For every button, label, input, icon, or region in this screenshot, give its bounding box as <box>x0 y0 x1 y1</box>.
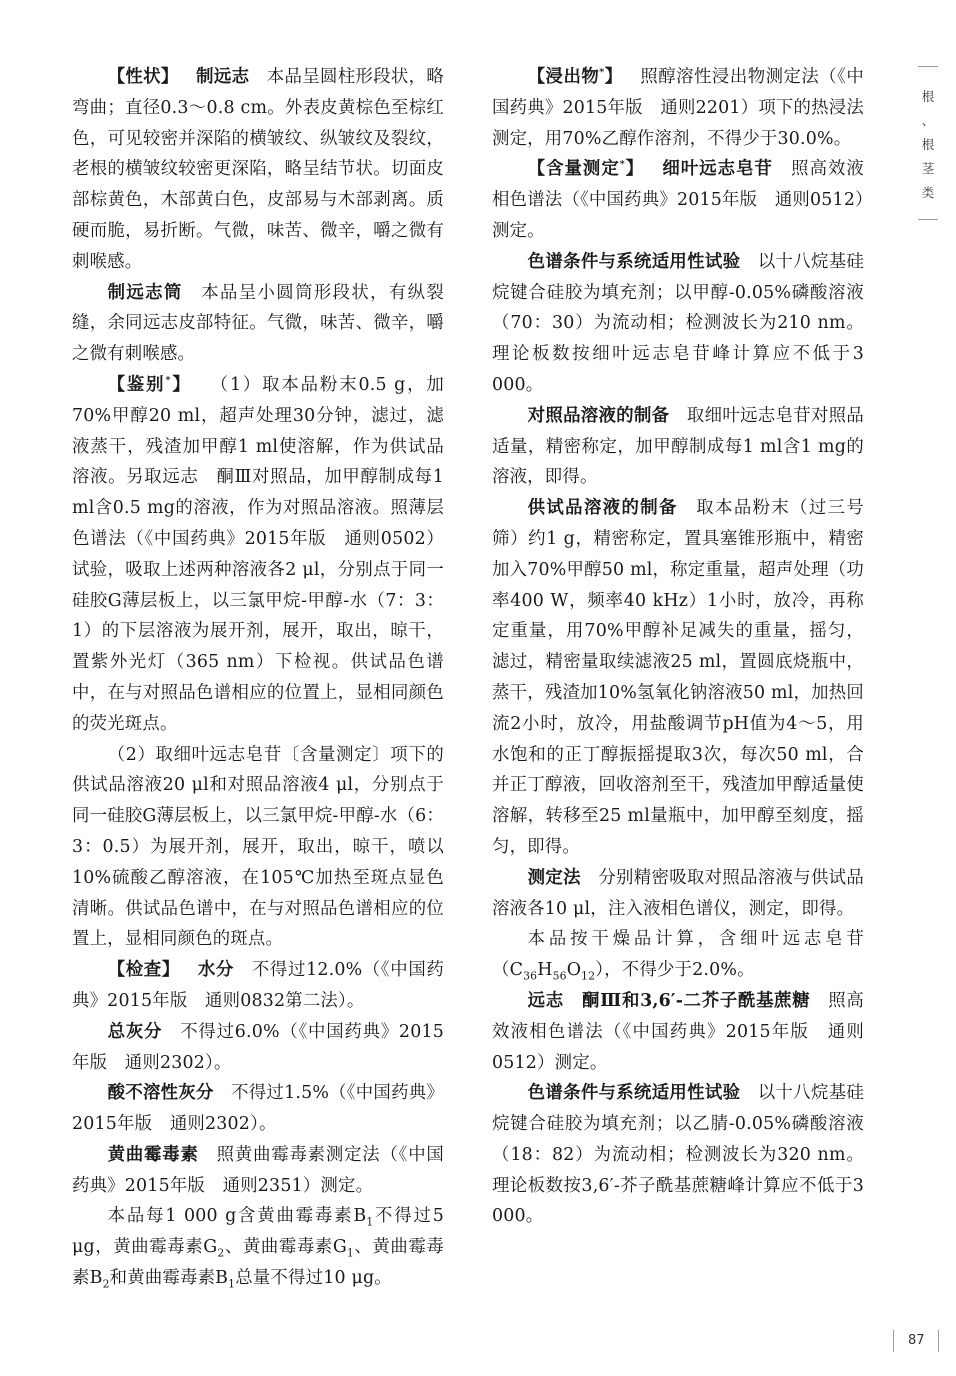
side-tab-char: 、 <box>921 113 935 128</box>
subheading-gongshipin: 供试品溶液的制备 <box>527 498 678 519</box>
subheading-sepu: 色谱条件与系统适用性试验 <box>527 251 741 272</box>
side-tab-char: 茎 <box>921 161 935 176</box>
body-text: （2）取细叶远志皂苷〔含量测定〕项下的供试品溶液20 μl和对照品溶液4 μl，分别点于同一硅胶G薄层板上，以三氯甲烷-甲醇-水（6：3：0.5）为展开剂，展开，取出，晾干，喷以10%硫酸乙醇溶液，在105℃加热至斑点显色清晰。供试品色谱中，在与对照品色谱相应的位置上，显相同颜色的斑点。 <box>72 744 444 950</box>
side-tab-char: 根 <box>921 137 935 152</box>
subheading-huangqumei: 黄曲霉毒素 <box>107 1144 199 1165</box>
paragraph-jinchuwu <box>492 62 864 154</box>
subheading-yuanzhi-tong: 远志 酮Ⅲ和3,6′-二芥子酰基蔗糖 <box>527 990 811 1011</box>
chapter-side-tab <box>918 66 938 220</box>
section-heading-jiancha: 【检查】 <box>107 960 180 981</box>
body-text: 以十八烷基硅烷键合硅胶为填充剂；以乙腈-0.05%磷酸溶液（18：82）为流动相；检测波长为320 nm。理论板数按3,6′-芥子酰基蔗糖峰计算应不低于3 000。 <box>492 1083 865 1227</box>
body-text: 不得过12.0%（《中国药典》2015年版 通则0832第二法）。 <box>72 960 444 1011</box>
footer-divider <box>938 1330 939 1352</box>
body-text: 照醇溶性浸出物测定法（《中国药典》2015年版 通则2201）项下的热浸法测定，用70%乙醇作溶剂，不得少于30.0%。 <box>492 67 864 149</box>
paragraph-duizhaopin <box>492 401 864 493</box>
paragraph-jianbie-1 <box>72 370 444 740</box>
body-text: 不得过1.5%（《中国药典》2015年版 通则2302）。 <box>72 1083 444 1135</box>
body-text: 照黄曲霉毒素测定法（《中国药典》2015年版 通则2351）测定。 <box>72 1144 444 1196</box>
section-heading-xingzhuang: 【性状】 <box>107 67 179 87</box>
body-text: 不得过6.0%（《中国药典》2015年版 通则2302）。 <box>72 1021 444 1073</box>
body-text: 取本品粉末（过三号筛）约1 g，精密称定，置具塞锥形瓶中，精密加入70%甲醇50 ml，称定重量，超声处理（功率400 W，频率40 kHz）1小时，放冷，再称定重量，用70%甲醇补足减失的重量，摇匀，滤过，精密量取续滤液25 ml，置圆底烧瓶中，蒸干，残渣加10%氢氧化钠溶液50 ml，加热回流2小时，放冷，用盐酸调节pH值为4～5，用水饱和的正丁醇振摇提取3次，每次50 ml，合并正丁醇液，回收溶剂至干，残渣加甲醇适量使溶解，转移至25 ml量瓶中，加甲醇至刻度，摇匀，即得。 <box>492 498 864 857</box>
paragraph-jiancha-shuifen <box>72 955 444 1017</box>
side-tab-char: 根 <box>921 89 935 104</box>
subheading-zonghuifen: 总灰分 <box>107 1021 163 1042</box>
paragraph-jianbie-2 <box>72 740 444 956</box>
subheading-shuifen: 水分 <box>197 960 234 981</box>
paragraph-huangqumei <box>72 1140 444 1202</box>
footer-divider <box>893 1330 894 1352</box>
subheading-cedingfa: 测定法 <box>527 867 581 888</box>
paragraph-zhiyuanzhitong <box>72 278 444 370</box>
body-text: 取细叶远志皂苷对照品适量，精密称定，加甲醇制成每1 ml含1 mg的溶液，即得。 <box>492 405 864 488</box>
paragraph-sepu-1 <box>492 247 864 401</box>
paragraph-cedingfa <box>492 863 864 925</box>
section-heading-jinchuwu: 【浸出物*】 <box>527 67 623 87</box>
body-text: 分别精密吸取对照品溶液与供试品溶液各10 μl，注入液相色谱仪，测定，即得。 <box>492 867 864 919</box>
subheading-zhiyuanzhitong: 制远志筒 <box>107 282 183 303</box>
paragraph-xingzhuang <box>72 62 444 278</box>
section-heading-hanliang: 【含量测定*】 <box>527 159 645 180</box>
section-heading-jianbie: 【鉴别*】 <box>107 374 192 395</box>
body-text: 本品呈小圆筒形段状，有纵裂缝，余同远志皮部特征。气微，味苦、微辛，嚼之微有刺喉感。 <box>72 282 444 365</box>
paragraph-sepu-2 <box>492 1078 864 1232</box>
subheading-duizhaopin: 对照品溶液的制备 <box>527 405 670 426</box>
paragraph-zonghuifen <box>72 1017 444 1079</box>
paragraph-suanburongxing <box>72 1078 444 1140</box>
body-text: 以十八烷基硅烷键合硅胶为填充剂；以甲醇-0.05%磷酸溶液（70：30）为流动相；检测波长为210 nm。理论板数按细叶远志皂苷峰计算应不低于3 000。 <box>492 251 865 395</box>
body-text: 照高效液相色谱法（《中国药典》2015年版 通则0512）测定。 <box>492 990 864 1073</box>
paragraph-hanliang <box>492 154 864 246</box>
page-number: 87 <box>908 1333 925 1348</box>
right-column <box>492 62 864 1232</box>
paragraph-huangqumei-limit: 本品每1 000 g含黄曲霉毒素$B_1$不得过5 μg，黄曲霉毒素$G_2$、黄曲霉毒素$G_1$、黄曲霉毒素$B_2$和黄曲霉毒素$B_1$总量不得过10 μg。 <box>72 1206 444 1291</box>
left-column <box>72 62 444 1294</box>
paragraph-hanliang-limit: 本品按干燥品计算，含细叶远志皂苷$(C_{36}H_{56}O_{12})$，不得少于2.0%。 <box>492 929 864 983</box>
body-text: 照高效液相色谱法（《中国药典》2015年版 通则0512）测定。 <box>492 159 864 241</box>
subheading-suanburongxing: 酸不溶性灰分 <box>107 1083 214 1104</box>
paragraph-gongshipin <box>492 493 864 863</box>
paragraph-yuanzhi-tong <box>492 986 864 1078</box>
subheading-sepu: 色谱条件与系统适用性试验 <box>527 1083 741 1104</box>
subheading-xiyeyuanzhi: 细叶远志皂苷 <box>661 159 773 180</box>
body-text: 本品呈圆柱形段状，略弯曲；直径0.3～0.8 cm。外表皮黄棕色至棕红色，可见较密并深陷的横皱纹、纵皱纹及裂纹，老根的横皱纹较密更深陷，略呈结节状。切面皮部棕黄色，木部黄白色，皮部易与木部剥离。质硬而脆，易折断。气微，味苦、微辛，嚼之微有刺喉感。 <box>72 67 444 272</box>
subheading-zhiyuanzhi: 制远志 <box>195 67 250 87</box>
body-text: （1）取本品粉末0.5 g，加70%甲醇20 ml，超声处理30分钟，滤过，滤液蒸干，残渣加甲醇1 ml使溶解，作为供试品溶液。另取远志 酮Ⅲ对照品，加甲醇制成每1 ml含0.5 mg的溶液，作为对照品溶液。照薄层色谱法（《中国药典》2015年版 通则0502）试验，吸取上述两种溶液各2 μl，分别点于同一硅胶G薄层板上，以三氯甲烷-甲醇-水（7：3：1）的下层溶液为展开剂，展开，取出，晾干，置紫外光灯（365 nm）下检视。供试品色谱中，在与对照品色谱相应的位置上，显相同颜色的荧光斑点。 <box>72 374 444 734</box>
side-tab-char: 类 <box>921 185 935 200</box>
